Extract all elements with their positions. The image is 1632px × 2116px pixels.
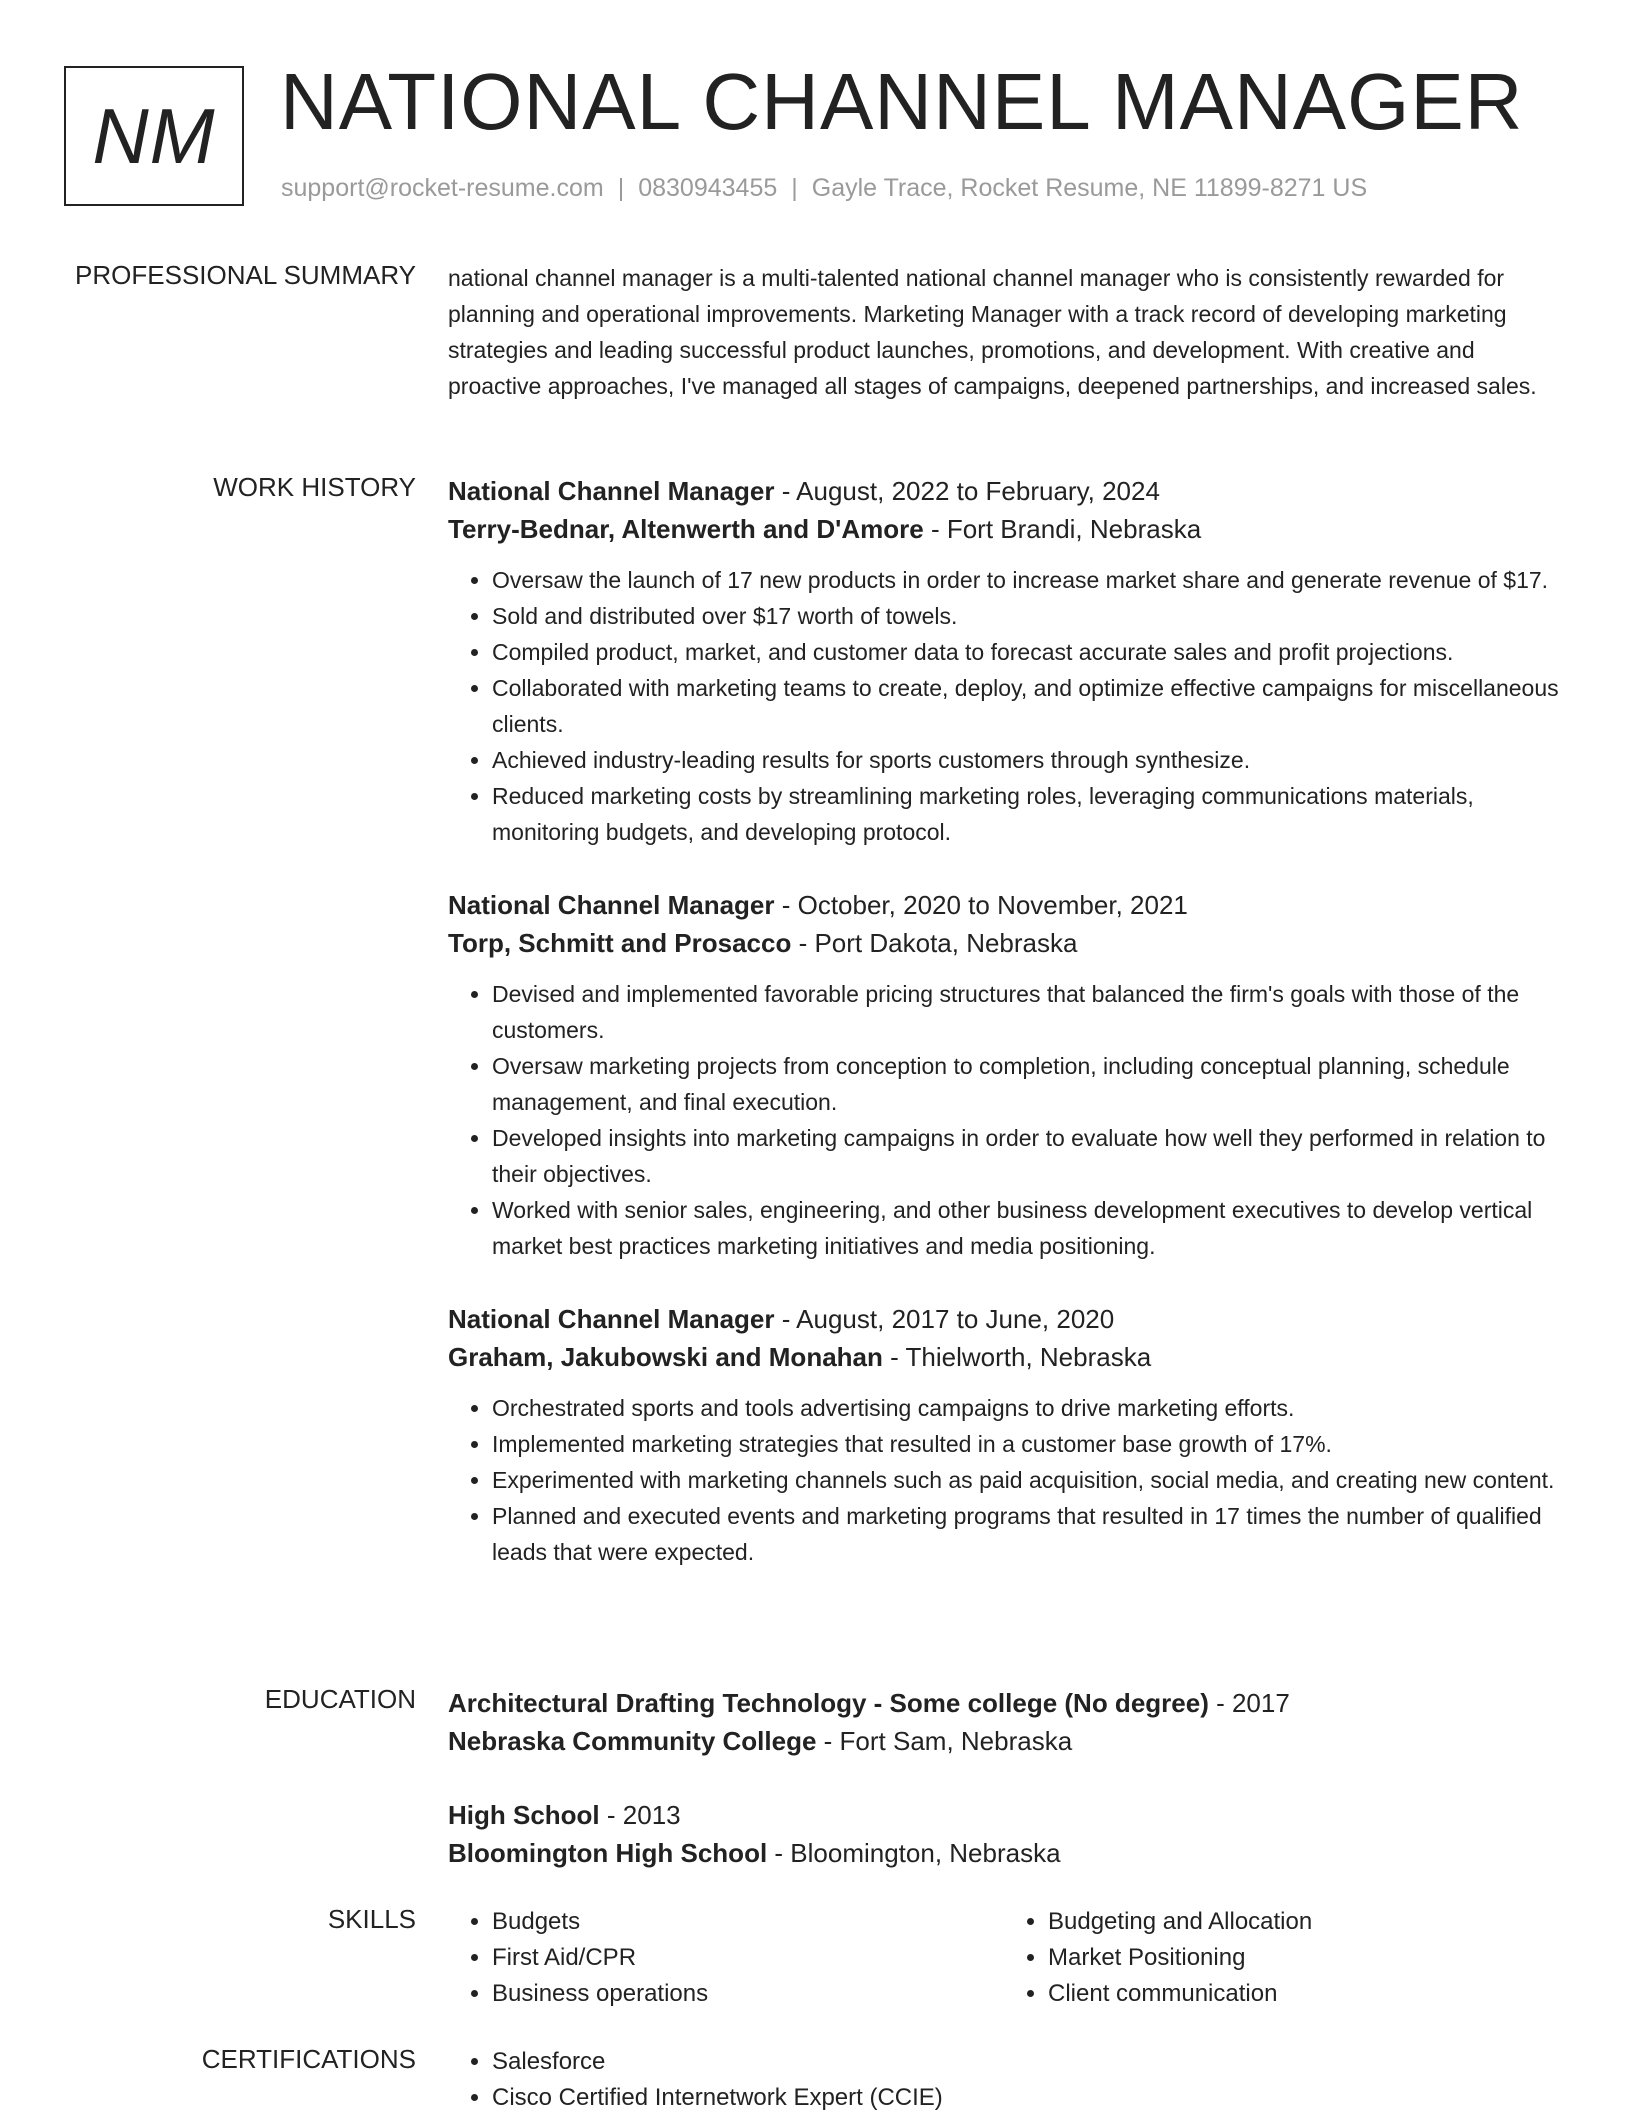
skill-item: • First Aid/CPR — [492, 1940, 1004, 1976]
summary-text: national channel manager is a multi-talented national channel manager who is consistently rewarded for planning and operational improvements. Marketing Manager with a track record of developing marketing strategies and leading successful product launches, promotions, and development. With creative and proactive approaches, I've managed all stages of campaigns, deepened partnerships, and increased sales. — [448, 265, 1537, 399]
contact-separator: | — [791, 174, 798, 202]
job-bullet: • Oversaw marketing projects from conception to completion, including conceptual planning, schedule management, and final execution. — [492, 1048, 1560, 1120]
job-company: Graham, Jakubowski and Monahan — [448, 1342, 883, 1372]
education-year: - 2013 — [599, 1800, 681, 1830]
job-entry — [448, 1300, 1560, 1570]
skill-item: • Budgeting and Allocation — [1048, 1904, 1560, 1940]
monogram-initials: NM — [64, 66, 244, 206]
education-school-line — [448, 1834, 1560, 1872]
job-bullet: • Reduced marketing costs by streamlining marketing roles, leveraging communications materials, monitoring budgets, and developing protocol. — [492, 778, 1560, 850]
contact-line — [281, 174, 1367, 203]
education-degree: Architectural Drafting Technology - Some college (No degree) — [448, 1688, 1209, 1718]
contact-email: support@rocket-resume.com — [281, 174, 604, 202]
job-title: National Channel Manager — [448, 476, 775, 506]
job-location: - Port Dakota, Nebraska — [791, 928, 1078, 958]
job-bullet: • Oversaw the launch of 17 new products in order to increase market share and generate revenue of $17. — [492, 562, 1560, 598]
skills-column-left — [448, 1904, 1004, 2012]
job-location: - Thielworth, Nebraska — [882, 1342, 1152, 1372]
education-school: Nebraska Community College — [448, 1726, 817, 1756]
job-bullets — [448, 976, 1560, 1264]
job-bullet: • Sold and distributed over $17 worth of towels. — [492, 598, 1560, 634]
skills-grid — [448, 1904, 1560, 2012]
job-bullet: • Orchestrated sports and tools advertising campaigns to drive marketing efforts. — [492, 1390, 1560, 1426]
job-title-line — [448, 1300, 1560, 1338]
section-label-skills: SKILLS — [327, 1904, 416, 1934]
education-entry — [448, 1684, 1560, 1760]
section-label-certifications: CERTIFICATIONS — [201, 2044, 416, 2074]
resume-title: NATIONAL CHANNEL MANAGER — [280, 57, 1524, 146]
skills-column-right — [1004, 1904, 1560, 2012]
job-bullet: • Implemented marketing strategies that resulted in a customer base growth of 17%. — [492, 1426, 1560, 1462]
job-bullet: • Worked with senior sales, engineering, and other business development executives to develop vertical market best practices marketing initiatives and media positioning. — [492, 1192, 1560, 1264]
job-title: National Channel Manager — [448, 890, 775, 920]
skill-item: • Budgets — [492, 1904, 1004, 1940]
job-title-line — [448, 472, 1560, 510]
section-label-summary: PROFESSIONAL SUMMARY — [75, 260, 416, 290]
job-title: National Channel Manager — [448, 1304, 775, 1334]
education-degree-line — [448, 1796, 1560, 1834]
job-bullet: • Planned and executed events and marketing programs that resulted in 17 times the number of qualified leads that were expected. — [492, 1498, 1560, 1570]
section-label-work-history: WORK HISTORY — [213, 472, 416, 502]
contact-phone: 0830943455 — [638, 174, 778, 202]
job-company-line — [448, 510, 1560, 548]
certification-item: • Cisco Certified Internetwork Expert (CCIE) — [492, 2080, 1560, 2116]
education-school-line — [448, 1722, 1560, 1760]
certification-item: • Salesforce — [492, 2044, 1560, 2080]
skill-item: • Market Positioning — [1048, 1940, 1560, 1976]
job-company-line — [448, 924, 1560, 962]
section-label-education: EDUCATION — [264, 1684, 416, 1714]
job-location: - Fort Brandi, Nebraska — [923, 514, 1202, 544]
job-bullet: • Collaborated with marketing teams to create, deploy, and optimize effective campaigns for miscellaneous clients. — [492, 670, 1560, 742]
job-bullet: • Achieved industry-leading results for sports customers through synthesize. — [492, 742, 1560, 778]
job-title-line — [448, 886, 1560, 924]
education-location: - Bloomington, Nebraska — [767, 1838, 1061, 1868]
job-entry — [448, 472, 1560, 850]
job-company-line — [448, 1338, 1560, 1376]
education-location: - Fort Sam, Nebraska — [816, 1726, 1073, 1756]
skill-item: • Client communication — [1048, 1976, 1560, 2012]
education-entry — [448, 1796, 1560, 1872]
job-dates: - October, 2020 to November, 2021 — [774, 890, 1188, 920]
job-company: Torp, Schmitt and Prosacco — [448, 928, 792, 958]
job-dates: - August, 2022 to February, 2024 — [774, 476, 1160, 506]
contact-separator: | — [617, 174, 625, 202]
job-bullet: • Developed insights into marketing campaigns in order to evaluate how well they performed in relation to their objectives. — [492, 1120, 1560, 1192]
education-degree: High School — [448, 1800, 600, 1830]
job-company: Terry-Bednar, Altenwerth and D'Amore — [448, 514, 924, 544]
education-year: - 2017 — [1208, 1688, 1290, 1718]
job-bullets — [448, 562, 1560, 850]
education-degree-line — [448, 1684, 1560, 1722]
education-school: Bloomington High School — [448, 1838, 768, 1868]
certifications-list — [448, 2044, 1560, 2116]
job-dates: - August, 2017 to June, 2020 — [774, 1304, 1115, 1334]
job-entry — [448, 886, 1560, 1264]
job-bullet: • Devised and implemented favorable pricing structures that balanced the firm's goals with those of the customers. — [492, 976, 1560, 1048]
contact-address: Gayle Trace, Rocket Resume, NE 11899-8271 US — [811, 174, 1368, 202]
skill-item: • Business operations — [492, 1976, 1004, 2012]
job-bullet: • Compiled product, market, and customer data to forecast accurate sales and profit projections. — [492, 634, 1560, 670]
job-bullets — [448, 1390, 1560, 1570]
job-bullet: • Experimented with marketing channels such as paid acquisition, social media, and creating new content. — [492, 1462, 1560, 1498]
